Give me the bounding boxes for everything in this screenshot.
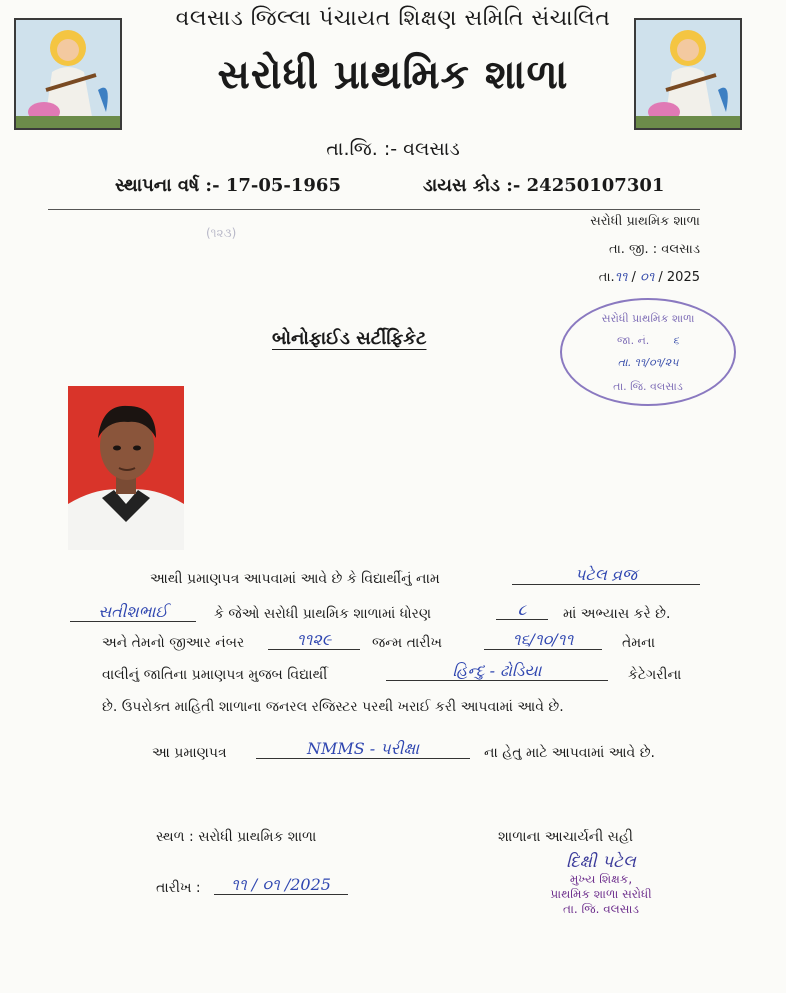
established-label: સ્થાપના વર્ષ :- <box>115 175 220 196</box>
address-school: સરોધી પ્રાથમિક શાળા <box>590 214 700 229</box>
body-line-4a: વાલીનું જાતિના પ્રમાણપત્ર મુજબ વિદ્યાર્થી <box>102 667 328 683</box>
body-line-3b: જન્મ તારીખ <box>372 635 443 651</box>
stamp-top-text: સરોધી પ્રાથમિક શાળા <box>601 312 695 325</box>
address-taluka: તા. જી. : વલસાડ <box>608 242 700 257</box>
dise-value: 24250107301 <box>526 175 665 196</box>
established-info <box>115 175 341 196</box>
birth-date: ૧૬/૧૦/૧૧ <box>484 631 602 650</box>
student-name: પટેલ વ્રજ <box>512 566 700 585</box>
body-line-1: આથી પ્રમાણપત્ર આપવામાં આવે છે કે વિદ્યાર્થીનું નામ <box>150 571 440 587</box>
seal-line-1: મુખ્ય શિક્ષક, <box>569 872 633 886</box>
certificate-title: બોનોફાઈડ સર્ટીફિકેટ <box>272 328 427 349</box>
body-line-5: છે. ઉપરોક્ત માહિતી શાળાના જનરલ રજિસ્ટર પરથી ખરાઈ કરી આપવામાં આવે છે. <box>102 699 564 715</box>
district: તા.જિ. :- વલસાડ <box>326 138 460 160</box>
header-subtitle: વલસાડ જિલ્લા પંચાયત શિક્ષણ સમિતિ સંચાલિત <box>175 6 611 31</box>
footer-date: ૧૧ / ૦૧ /2025 <box>214 876 348 895</box>
body-line-3c: તેમના <box>622 635 656 651</box>
established-value: 17-05-1965 <box>225 175 341 196</box>
body-line-2a: કે જેઓ સરોધી પ્રાથમિક શાળામાં ધોરણ <box>214 606 432 622</box>
body-line-6b: ના હેતુ માટે આપવામાં આવે છે. <box>484 745 655 761</box>
standard-value: ૮ <box>496 601 548 620</box>
stamp-date: તા. ૧૧/૦૧/૨૫ <box>617 356 679 369</box>
principal-label: શાળાના આચાર્યની સહી <box>498 829 633 845</box>
principal-signature-block <box>526 852 676 917</box>
caste-category: હિન્દુ - ઢોડિયા <box>386 662 608 681</box>
dise-label: ડાયસ કોડ :- <box>423 175 521 196</box>
student-portrait-icon <box>68 386 184 550</box>
school-title: સરોધી પ્રાથમિક શાળા <box>217 52 569 98</box>
margin-note: (૧૨૩) <box>206 226 237 240</box>
stamp-number: જા. નં. ૬ <box>617 334 679 347</box>
seal-line-2: પ્રાથમિક શાળા સરોધી <box>550 887 652 901</box>
header-divider <box>48 209 700 210</box>
purpose-value: NMMS - પરીક્ષા <box>256 740 470 759</box>
body-line-4b: કેટેગરીના <box>628 667 682 683</box>
signature: દિક્ષી પટેલ <box>566 852 636 872</box>
stamp-bottom-text: તા. જિ. વલસાડ <box>613 380 683 393</box>
student-father-name: સતીશભાઈ <box>70 603 196 622</box>
seal-line-3: તા. જિ. વલસાડ <box>562 902 639 916</box>
gr-number: ૧૧૨૯ <box>268 631 360 650</box>
dise-info <box>423 175 664 196</box>
date-label: તારીખ : <box>156 880 201 896</box>
place-row: સ્થળ : સરોધી પ્રાથમિક શાળા <box>156 829 317 845</box>
body-line-6a: આ પ્રમાણપત્ર <box>152 745 227 761</box>
student-photo <box>68 386 184 550</box>
address-date: તા.૧૧ / ૦૧ / 2025 <box>598 270 700 285</box>
body-line-2b: માં અભ્યાસ કરે છે. <box>563 606 671 622</box>
body-line-3a: અને તેમનો જીઆર નંબર <box>102 635 245 651</box>
school-stamp <box>560 298 736 406</box>
